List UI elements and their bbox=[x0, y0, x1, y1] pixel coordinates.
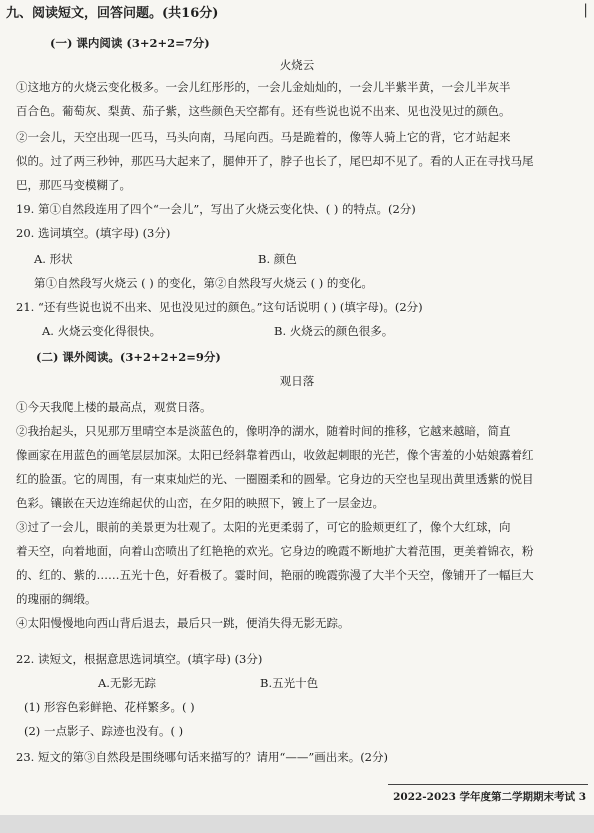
part2-p2-line3: 红的脸蛋。它的周围，有一束束灿烂的光、一圈圈柔和的圆晕。它身边的天空也呈现出黄里透紫的悦目 bbox=[16, 472, 534, 486]
edge-mark: | bbox=[583, 2, 588, 18]
part1-p2-line3: 巴，那匹马变模糊了。 bbox=[16, 178, 131, 192]
part1-p1-line1: ①这地方的火烧云变化极多。一会儿红彤彤的，一会儿金灿灿的，一会儿半紫半黄，一会儿半灰半 bbox=[16, 80, 511, 94]
question-22-option-a: A.无影无踪 bbox=[98, 676, 156, 690]
part2-p4: ④太阳慢慢地向西山背后退去，最后只一跳，便消失得无影无踪。 bbox=[16, 616, 350, 630]
question-21-option-a: A. 火烧云变化得很快。 bbox=[42, 324, 162, 338]
part2-p3-line1: ③过了一会儿，眼前的美景更为壮观了。太阳的光更柔弱了，可它的脸颊更红了，像个大红球，向 bbox=[16, 520, 511, 534]
part1-heading: (一) 课内阅读 (3+2+2=7分) bbox=[50, 36, 210, 50]
part2-p3-line3: 的、红的、紫的……五光十色，好看极了。霎时间，艳丽的晚霞弥漫了大半个天空，像铺开了一幅巨大 bbox=[16, 568, 534, 582]
part2-p3-line2: 着天空，向着地面，向着山峦喷出了红艳艳的欢光。它身边的晚霞不断地扩大着范围，更美着锦衣，粉 bbox=[16, 544, 534, 558]
part1-p2-line2: 似的。过了两三秒钟，那匹马大起来了，腿伸开了，脖子也长了，尾巴却不见了。看的人正在寻找马尾 bbox=[16, 154, 534, 168]
question-21-option-b: B. 火烧云的颜色很多。 bbox=[274, 324, 394, 338]
footer-rule bbox=[388, 784, 588, 785]
question-22-item-2: (2) 一点影子、踪迹也没有。( ) bbox=[24, 724, 184, 738]
question-23: 23. 短文的第③自然段是围绕哪句话来描写的？请用“——”画出来。(2分) bbox=[16, 750, 388, 764]
question-20-blank: 第①自然段写火烧云 ( ) 的变化，第②自然段写火烧云 ( ) 的变化。 bbox=[34, 276, 373, 290]
question-20-option-b: B. 颜色 bbox=[258, 252, 297, 266]
part2-p1: ①今天我爬上楼的最高点，观赏日落。 bbox=[16, 400, 212, 414]
part2-heading: (二) 课外阅读。(3+2+2+2=9分) bbox=[36, 350, 221, 364]
part1-p1-line2: 百合色。葡萄灰、梨黄、茄子紫，这些颜色天空都有。还有些说也说不出来、见也没见过的颜色。 bbox=[16, 104, 511, 118]
question-21: 21. “还有些说也说不出来、见也没见过的颜色。”这句话说明 ( ) (填字母)。(2分) bbox=[16, 300, 423, 314]
part1-p2-line1: ②一会儿，天空出现一匹马，马头向南，马尾向西。马是跪着的，像等人骑上它的背，它才站起来 bbox=[16, 130, 511, 144]
part2-title: 观日落 bbox=[279, 374, 315, 388]
question-22: 22. 读短文，根据意思选词填空。(填字母) (3分) bbox=[16, 652, 263, 666]
section-heading: 九、阅读短文，回答问题。(共16分) bbox=[6, 6, 219, 21]
part2-p3-line4: 的瑰丽的绸缎。 bbox=[16, 592, 97, 606]
footer-exam-title: 2022-2023 学年度第二学期期末考试 3 bbox=[393, 791, 586, 803]
question-20-option-a: A. 形状 bbox=[34, 252, 73, 266]
question-22-option-b: B.五光十色 bbox=[260, 676, 319, 690]
part2-p2-line1: ②我抬起头，只见那万里晴空本是淡蓝色的，像明净的湖水，随着时间的推移，它越来越暗，简直 bbox=[16, 424, 511, 438]
question-20: 20. 选词填空。(填字母) (3分) bbox=[16, 226, 171, 240]
part2-p2-line2: 像画家在用蓝色的画笔层层加深。太阳已经斜靠着西山，收敛起刺眼的光芒，像个害羞的小姑娘露着红 bbox=[16, 448, 534, 462]
question-22-item-1: (1) 形容色彩鲜艳、花样繁多。( ) bbox=[24, 700, 195, 714]
question-19: 19. 第①自然段连用了四个“一会儿”，写出了火烧云变化快、( ) 的特点。(2分) bbox=[16, 202, 416, 216]
bottom-strip bbox=[0, 815, 594, 833]
part2-p2-line4: 色彩。镶嵌在天边连绵起伏的山峦，在夕阳的映照下，镀上了一层金边。 bbox=[16, 496, 384, 510]
part1-title: 火烧云 bbox=[279, 58, 315, 72]
